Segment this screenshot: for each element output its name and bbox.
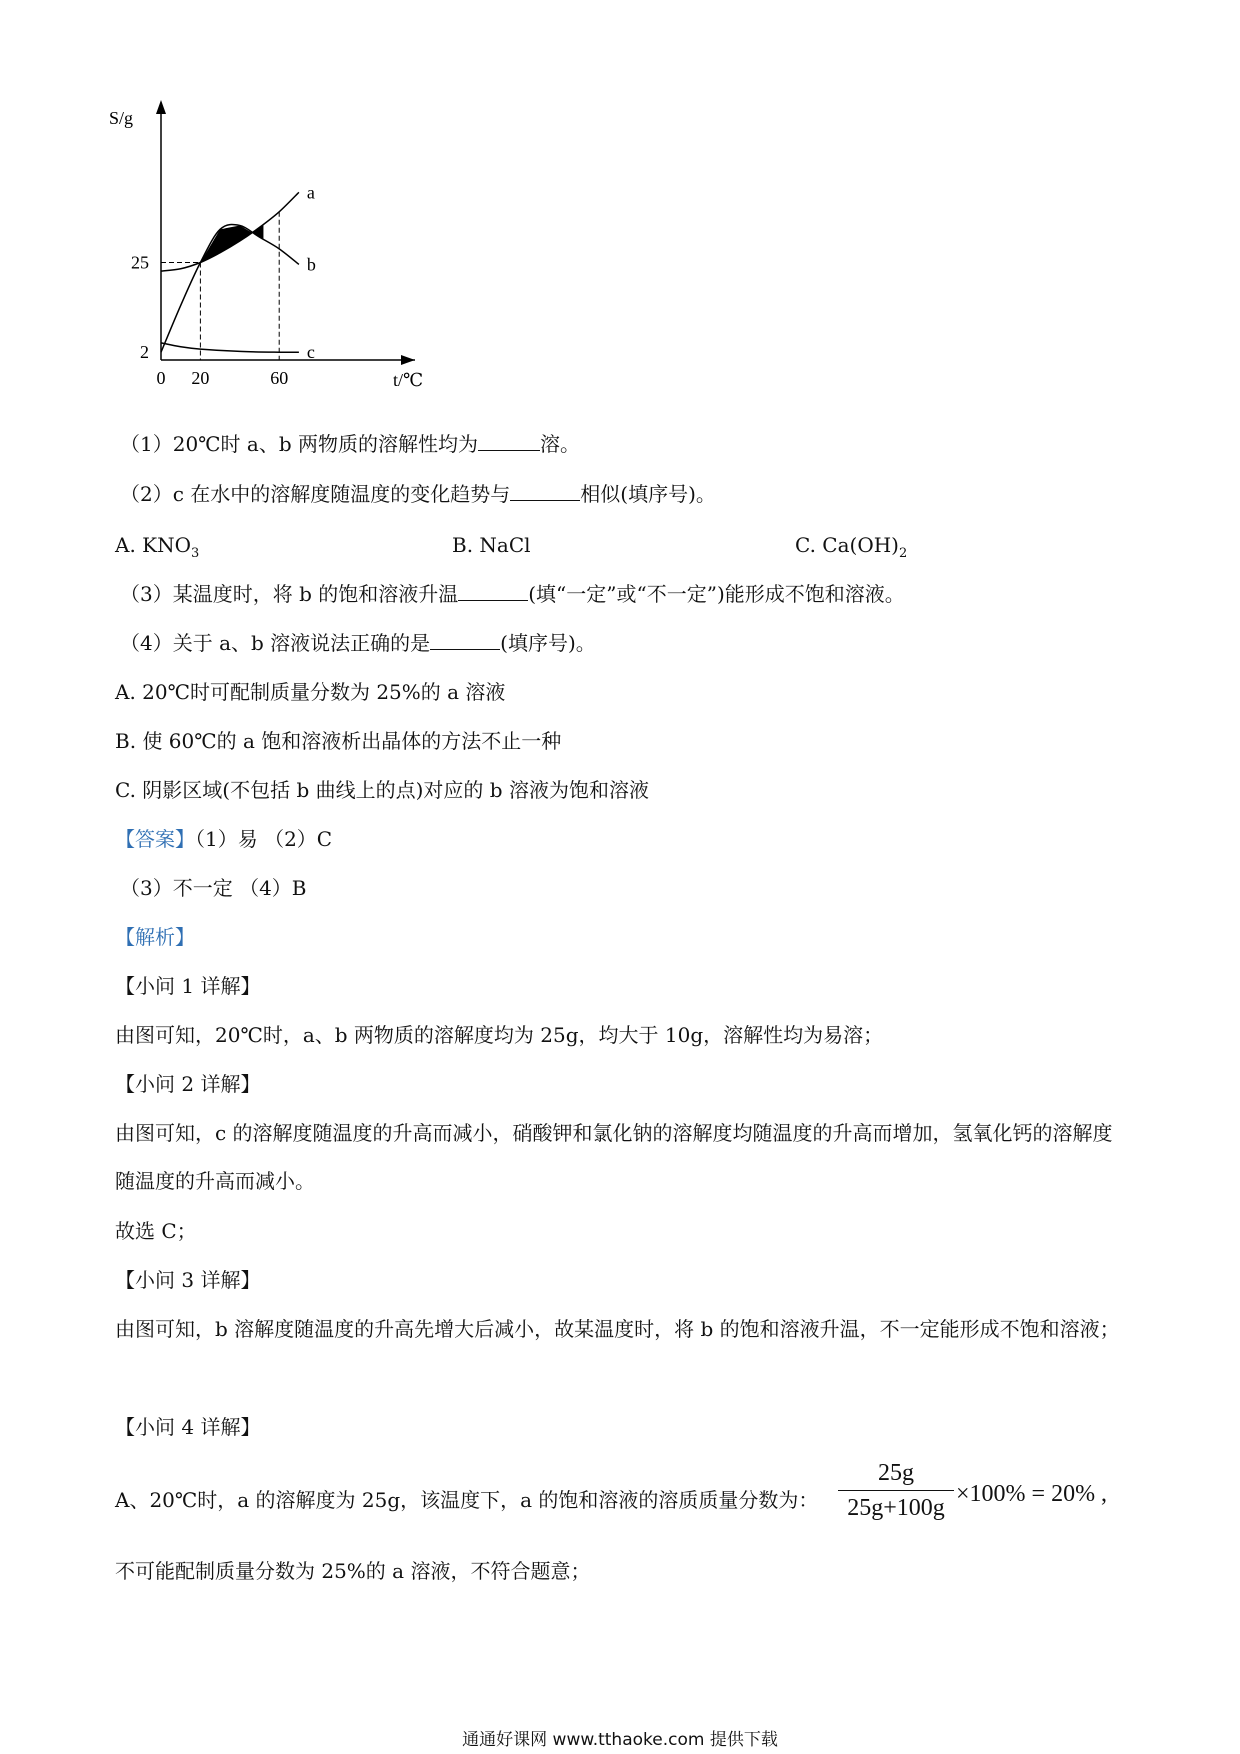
x-tick-label: 60 (270, 368, 289, 388)
question-1-end: 溶。 (540, 432, 580, 456)
detail-4-text-2: 不可能配制质量分数为 25%的 a 溶液，不符合题意； (115, 1559, 591, 1583)
answer-blank-1 (478, 430, 540, 451)
solubility-chart (95, 100, 555, 390)
detail-2-text: 由图可知，c 的溶解度随温度的升高而减小，硝酸钾和氯化钠的溶解度均随温度的升高而增加，氢氧化钙的溶解度随温度的升高而减小。 (115, 1121, 1113, 1193)
question-2-text: （2）c 在水中的溶解度随温度的变化趋势与 (120, 482, 511, 506)
question-4 (120, 629, 596, 657)
q4-option-b: B. 使 60℃的 a 饱和溶液析出晶体的方法不止一种 (115, 729, 562, 753)
question-4-end: (填序号)。 (500, 631, 596, 655)
question-3 (120, 580, 905, 608)
y-tick-label: 25 (131, 252, 149, 273)
question-1 (120, 430, 580, 458)
answer-label: 【答案】 (115, 827, 195, 851)
fraction-bar (838, 1490, 954, 1491)
detail-4-text: A、20℃时，a 的溶解度为 25g，该温度下，a 的饱和溶液的溶质质量分数为： (115, 1488, 819, 1512)
answer-blank-3 (458, 580, 528, 601)
question-3-text: （3）某温度时，将 b 的饱和溶液升温 (120, 582, 459, 606)
series-label-b: b (306, 254, 316, 275)
analysis-label: 【解析】 (115, 925, 195, 949)
question-1-text: （1）20℃时 a、b 两物质的溶解性均为 (120, 432, 478, 456)
fraction-denominator: 25g+100g (847, 1495, 945, 1521)
detail-3-text: 由图可知，b 溶解度随温度的升高先增大后减小，故某温度时，将 b 的饱和溶液升温，不一定能形成不饱和溶液； (115, 1317, 1120, 1341)
x-tick-label: 20 (191, 368, 210, 388)
x-axis-arrow (401, 355, 415, 365)
y-axis-arrow (156, 100, 166, 114)
question-2-end: 相似(填序号)。 (580, 482, 716, 506)
detail-2-heading: 【小问 2 详解】 (115, 1072, 261, 1096)
q2-option-c: C. $Ca(OH)_2$ (795, 533, 908, 561)
x-axis-label: t/℃ (393, 370, 424, 390)
answer-blank-4 (430, 629, 500, 650)
footer: 通通好课网 www.tthaoke.com 提供下载 (462, 1730, 778, 1750)
question-3-end: (填“一定”或“不一定”)能形成不饱和溶液。 (528, 582, 905, 606)
detail-4-heading: 【小问 4 详解】 (115, 1415, 261, 1439)
y-axis-label: S/g (109, 108, 134, 128)
y-tick-label: 2 (140, 342, 149, 363)
x-tick-label: 0 (156, 368, 166, 388)
fraction-tail: ×100% = 20% , (956, 1481, 1108, 1507)
series-label-c: c (306, 342, 315, 363)
fraction-numerator: 25g (878, 1460, 914, 1486)
answer-line-2: （3）不一定 （4）B (120, 876, 307, 900)
detail-2-choice: 故选 C； (115, 1219, 197, 1243)
q2-option-b: B. NaCl (452, 533, 531, 557)
q4-option-c: C. 阴影区域(不包括 b 曲线上的点)对应的 b 溶液为饱和溶液 (115, 778, 649, 802)
fraction (838, 1457, 954, 1524)
detail-1-heading: 【小问 1 详解】 (115, 974, 261, 998)
question-2 (120, 480, 716, 508)
q4-option-a: A. 20℃时可配制质量分数为 25%的 a 溶液 (115, 680, 506, 704)
detail-1-text: 由图可知，20℃时，a、b 两物质的溶解度均为 25g，均大于 10g，溶解性均为易溶； (115, 1023, 884, 1047)
detail-3-heading: 【小问 3 详解】 (115, 1268, 261, 1292)
question-4-text: （4）关于 a、b 溶液说法正确的是 (120, 631, 431, 655)
answer-blank-2 (510, 480, 580, 501)
series-curve-c (161, 343, 299, 352)
answer-line-1: 【答案】（1）易 （2）C (115, 827, 333, 851)
q2-option-a: A. $KNO_3$ (115, 533, 200, 561)
series-label-a: a (306, 182, 315, 203)
